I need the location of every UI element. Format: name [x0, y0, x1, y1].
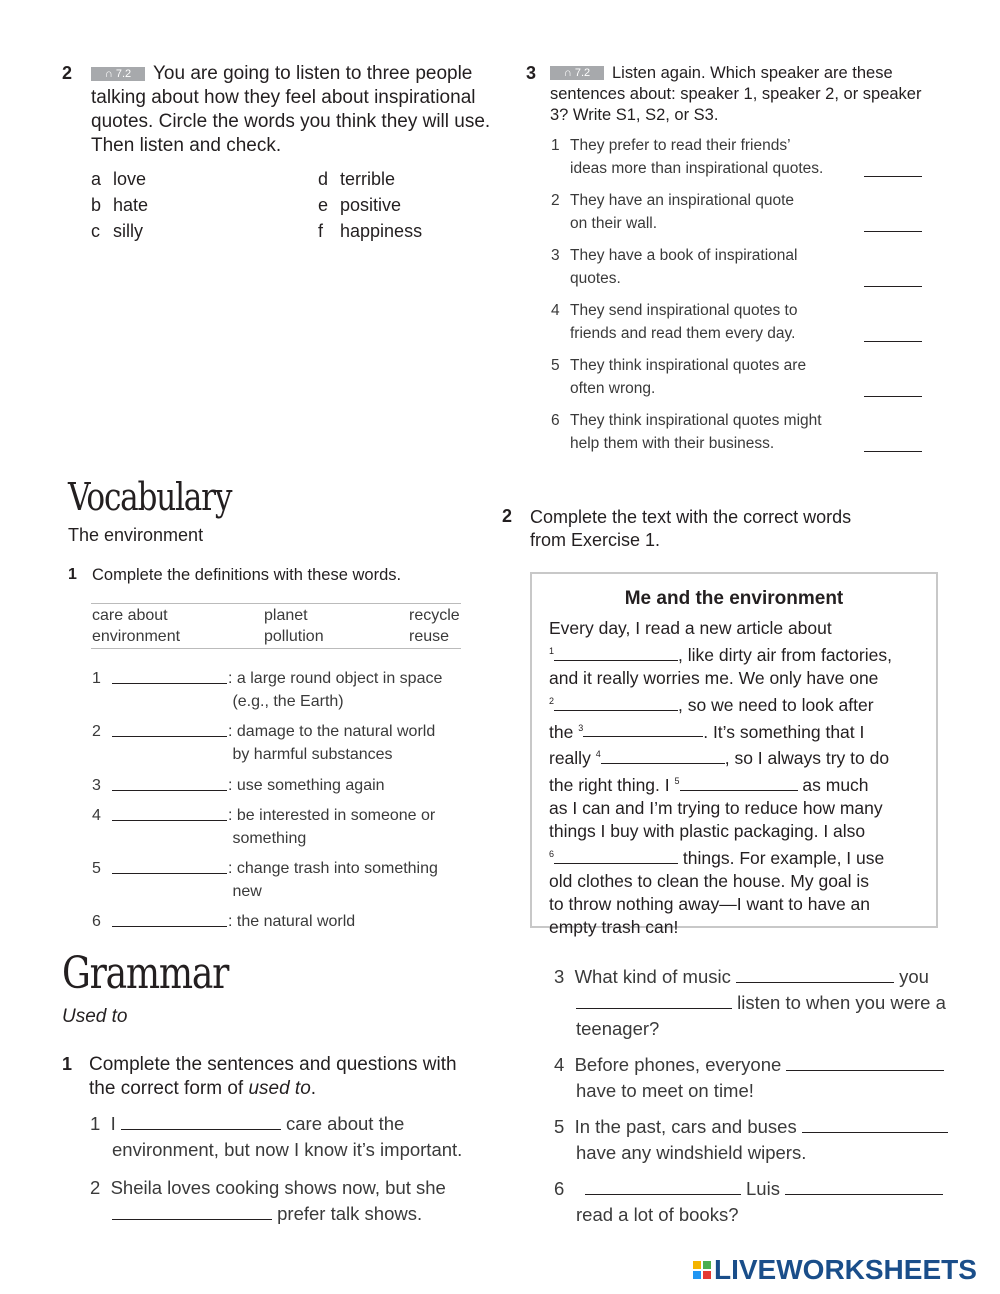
gap-5[interactable] [680, 776, 798, 791]
option-d[interactable]: d terrible [318, 169, 396, 189]
vocab-ex1-instruction: Complete the definitions with these words. [92, 566, 402, 584]
answer-blank[interactable] [112, 736, 227, 737]
grammar-item-5: 5 In the past, cars and buses have any windshield wipers. [554, 1114, 974, 1166]
grammar-item-1: 1 I care about the environment, but now I know it’s important. [90, 1113, 463, 1160]
answer-blank[interactable] [864, 395, 922, 397]
answer-blank[interactable] [112, 926, 227, 927]
audio-track-tag: ∩ 7.2 [550, 66, 604, 80]
option-c[interactable]: c silly [91, 221, 143, 241]
answer-blank[interactable] [576, 994, 732, 1009]
definition-2: 2 : damage to the natural world by harmful substances [92, 723, 436, 763]
sentence-6: 6 They think inspirational quotes might help them with their business. [551, 409, 926, 455]
answer-blank[interactable] [864, 230, 922, 232]
brand-name: LIVEWORKSHEETS [714, 1254, 977, 1285]
section-heading-grammar: Grammar [62, 948, 229, 999]
vocab-ex2-instruction: Complete the text with the correct words from Exercise 1. [530, 507, 852, 550]
answer-blank[interactable] [585, 1180, 741, 1195]
listening3-instruction: ∩ 7.2 Listen again. Which speaker are these sentences about: speaker 1, speaker 2, or speaker 3? Write S1, S2, or S3. [550, 64, 922, 124]
option-e[interactable]: e positive [318, 195, 402, 215]
sentence-5: 5 They think inspirational quotes are often wrong. [551, 354, 926, 400]
word-option: care about [92, 607, 168, 624]
answer-blank[interactable] [785, 1180, 943, 1195]
grammar-item-6: 6 Luis read a lot of books? [554, 1176, 974, 1228]
gap-4[interactable] [601, 749, 725, 764]
exercise-number: 3 [526, 63, 537, 83]
grammar-item-4: 4 Before phones, everyone have to meet on time! [554, 1052, 974, 1104]
exercise-number: 1 [68, 566, 77, 583]
answer-blank[interactable] [864, 340, 922, 342]
option-a[interactable]: a love [91, 169, 147, 189]
answer-blank[interactable] [864, 175, 922, 177]
exercise-number: 1 [62, 1054, 73, 1074]
gap-fill-paragraph: Every day, I read a new article about $^1$ , like dirty air from factories, and it really worries me. We only have one $^2$ , so we need to look after the $^3$ . It’s something that I really $^4$ , so I always try to do the right thing. I $^5$ as much as I can and I’m trying to reduce how many things I buy with plastic packaging. I also $^6$ things. For example, I use old clothes to clean the house. My goal is to throw nothing away—I want to have an empty trash can! [549, 618, 892, 937]
headphones-icon: ∩ [563, 67, 575, 79]
answer-blank[interactable] [802, 1118, 948, 1133]
liveworksheets-logo [692, 1255, 977, 1285]
definition-4: 4 : be interested in someone or something [92, 807, 436, 847]
answer-blank[interactable] [112, 1205, 272, 1220]
word-option: reuse [409, 628, 450, 645]
gap-6[interactable] [554, 849, 678, 864]
answer-blank[interactable] [864, 285, 922, 287]
exercise-number: 2 [62, 63, 73, 83]
answer-blank[interactable] [112, 790, 227, 791]
option-f[interactable]: f happiness [318, 221, 423, 241]
grammar-item-3: 3 What kind of music you listen to when you were a teenager? [554, 966, 946, 1039]
vocabulary-subheading: The environment [68, 525, 204, 545]
word-option: pollution [264, 628, 324, 645]
definition-3: 3 : use something again [92, 777, 385, 794]
headphones-icon: ∩ [104, 68, 116, 80]
word-option: planet [264, 607, 308, 624]
grammar-item-2: 2 Sheila loves cooking shows now, but she prefer talk shows. [90, 1177, 446, 1224]
gap-2[interactable] [554, 696, 678, 711]
logo-blocks-icon [692, 1260, 714, 1280]
answer-blank[interactable] [121, 1115, 281, 1130]
text-box [530, 572, 938, 937]
word-box [91, 603, 461, 649]
section-heading-vocabulary: Vocabulary [68, 475, 232, 519]
answer-blank[interactable] [112, 873, 227, 874]
answer-blank[interactable] [112, 683, 227, 684]
word-option: environment [92, 628, 181, 645]
answer-blank[interactable] [736, 968, 894, 983]
gap-1[interactable] [554, 646, 678, 661]
word-option: recycle [409, 607, 460, 624]
audio-track-tag: ∩ 7.2 [91, 67, 145, 81]
grammar-ex1-instruction: Complete the sentences and questions with the correct form of used to. [89, 1054, 457, 1099]
sentence-2: 2 They have an inspirational quote on their wall. [551, 189, 926, 235]
listening2-instruction: ∩ 7.2 You are going to listen to three people talking about how they feel about inspirational quotes. Circle the words you think they will use. Then listen and check. [91, 63, 491, 156]
answer-blank[interactable] [864, 450, 922, 452]
sentence-1: 1 They prefer to read their friends’ ideas more than inspirational quotes. [551, 134, 926, 180]
gap-3[interactable] [583, 722, 703, 737]
grammar-subheading: Used to [62, 1006, 128, 1027]
box-title: Me and the environment [624, 588, 844, 609]
sentence-4: 4 They send inspirational quotes to friends and read them every day. [551, 299, 926, 345]
answer-blank[interactable] [786, 1056, 944, 1071]
sentence-3: 3 They have a book of inspirational quotes. [551, 244, 926, 290]
exercise-number: 2 [502, 506, 513, 526]
definition-6: 6 : the natural world [92, 913, 356, 930]
option-b[interactable]: b hate [91, 195, 149, 215]
definition-5: 5 : change trash into something new [92, 860, 438, 900]
definition-1: 1 : a large round object in space (e.g., the Earth) [92, 670, 443, 710]
answer-blank[interactable] [112, 820, 227, 821]
